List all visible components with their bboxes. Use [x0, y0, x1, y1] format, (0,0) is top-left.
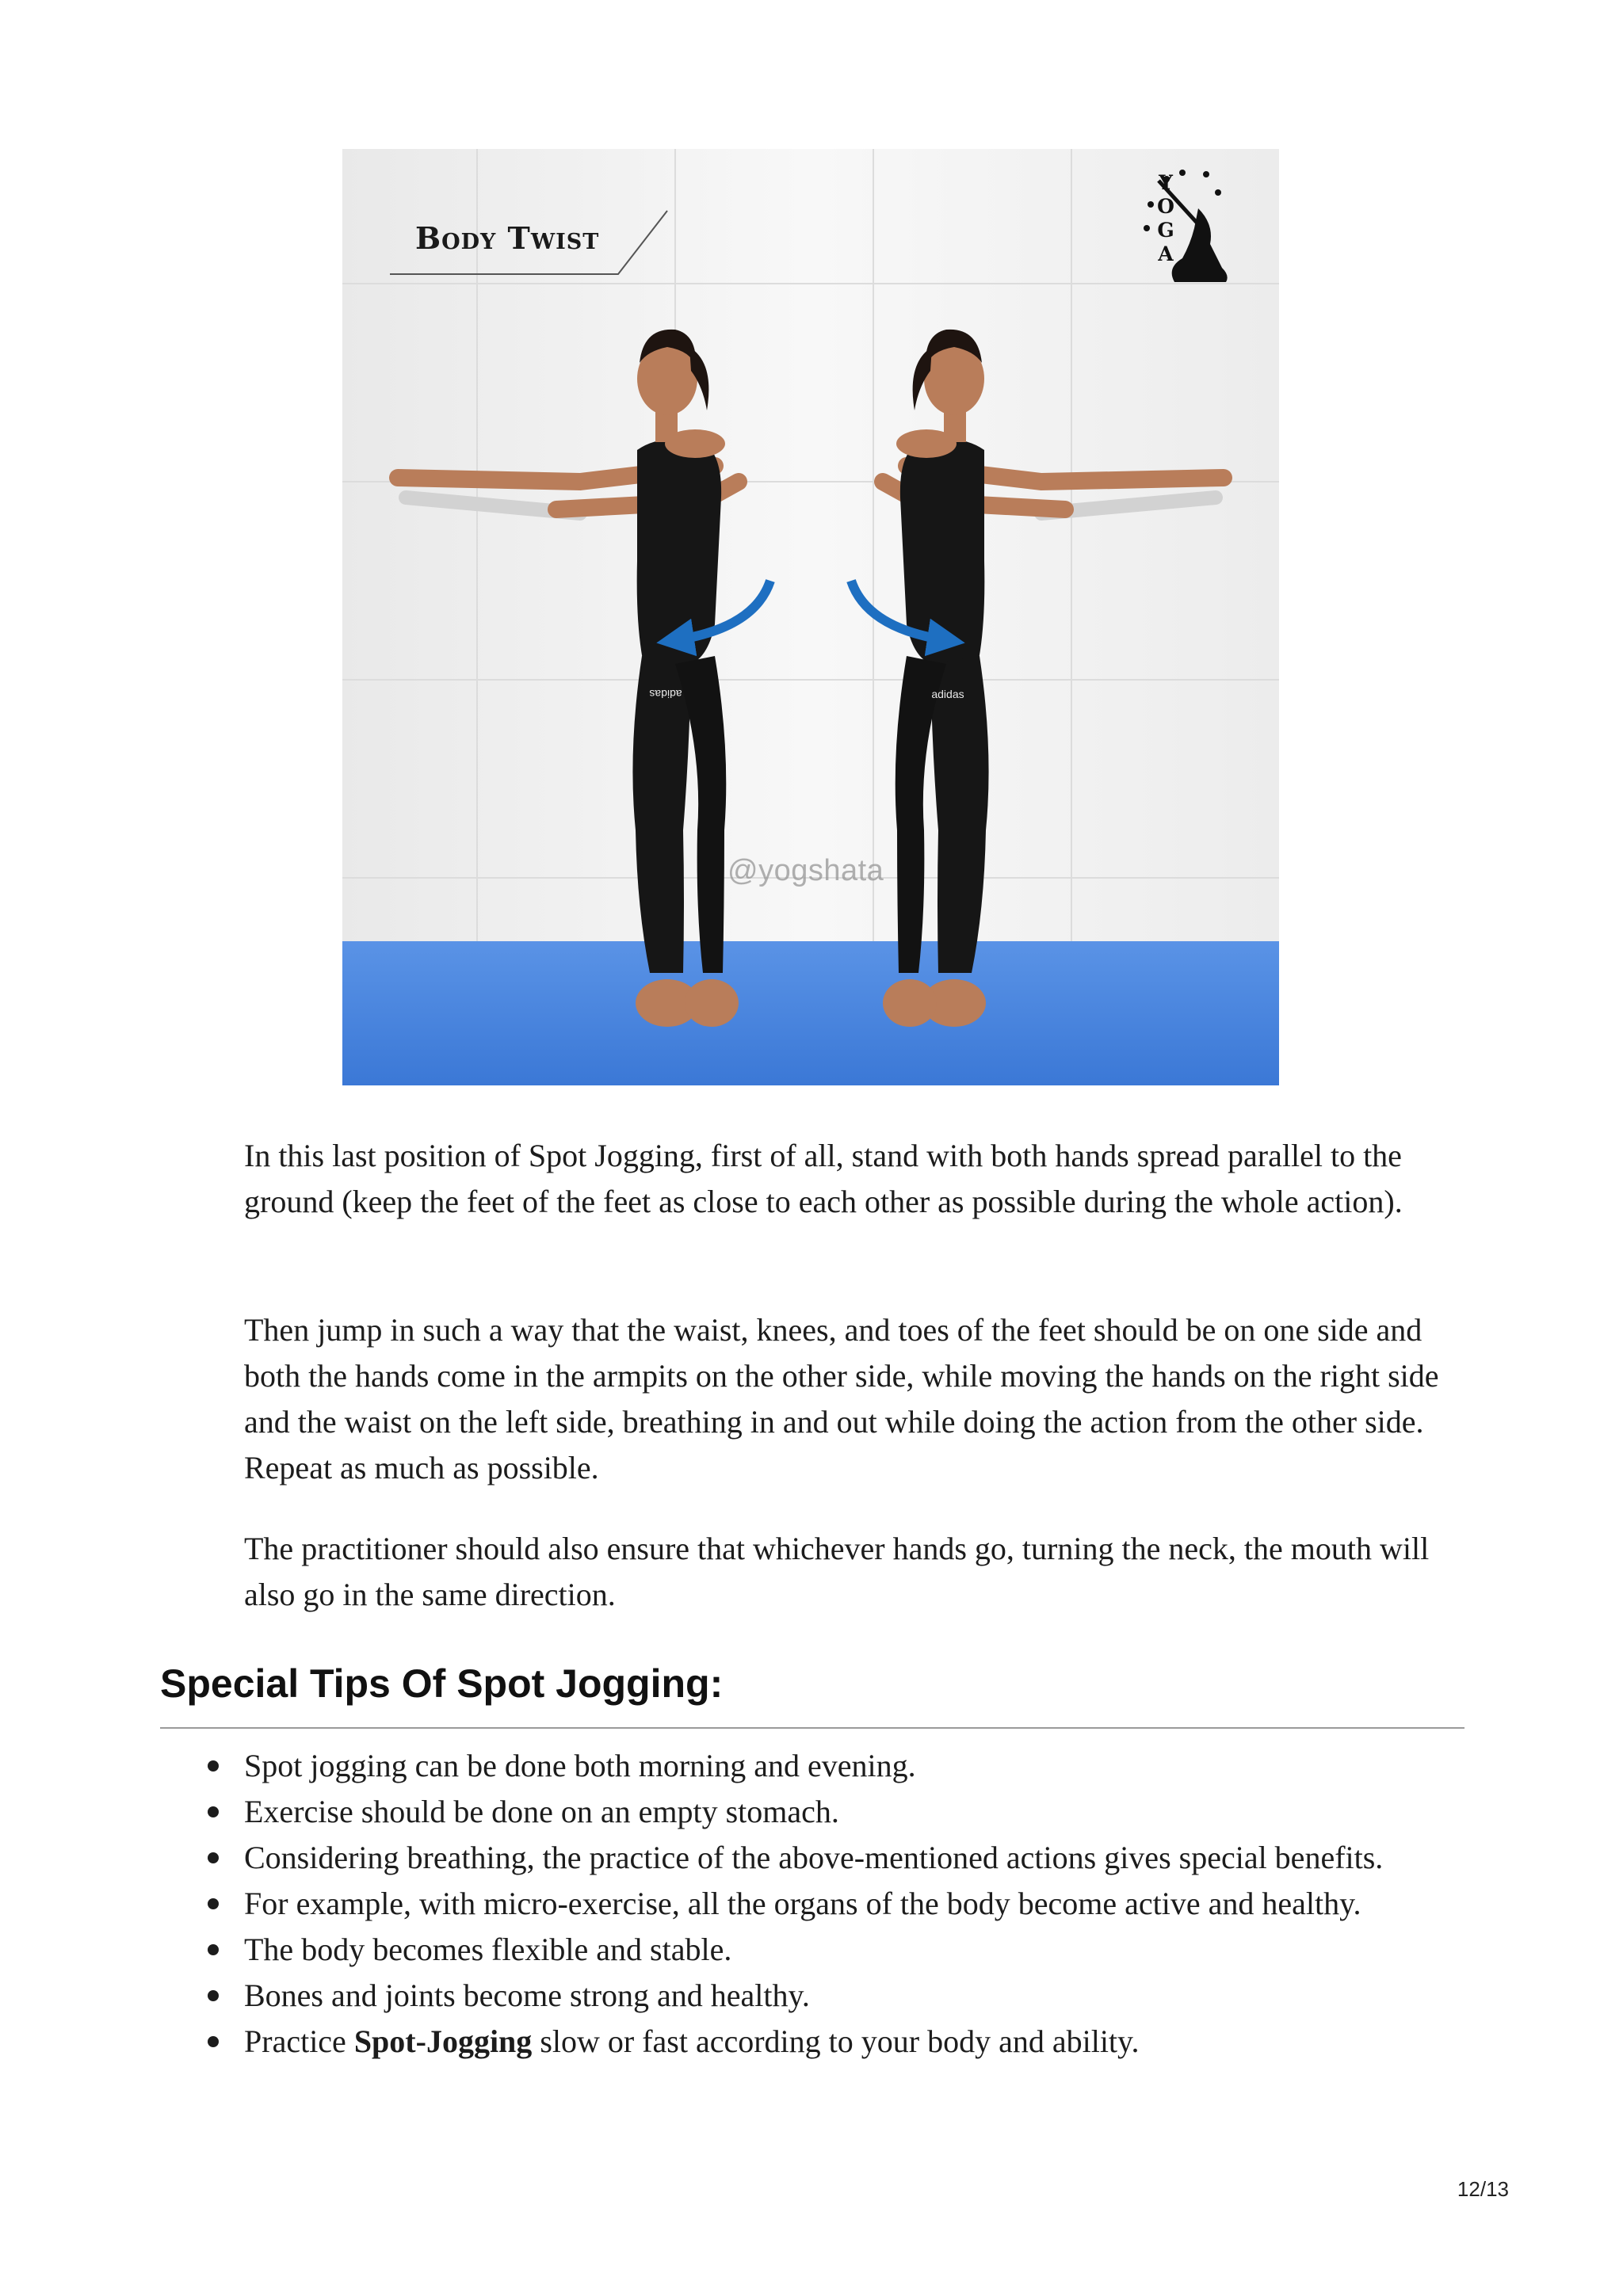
logo-letter: O [1157, 195, 1174, 218]
yoga-mat [342, 941, 1279, 1085]
list-item [244, 1835, 1465, 1881]
list-item-suffix: slow or fast according to your body and ability. [532, 2023, 1140, 2059]
page-number: 12/13 [1457, 2177, 1509, 2201]
list-item-emphasis: Spot-Jogging [353, 2023, 533, 2059]
logo-letter: A [1158, 242, 1174, 265]
bullet-icon [208, 1760, 219, 1772]
bullet-icon [208, 1990, 219, 2001]
bullet-icon [208, 1806, 219, 1817]
tips-list [244, 1743, 1465, 2065]
section-heading: Special Tips Of Spot Jogging: [160, 1661, 724, 1706]
list-item-text: For example, with micro-exercise, all the organs of the body become active and healthy. [244, 1886, 1361, 1921]
clothing-brand-label: adidas [931, 688, 964, 700]
yoga-logo [1154, 171, 1265, 290]
list-item-text: Spot jogging can be done both morning and evening. [244, 1748, 916, 1783]
bullet-icon [208, 1944, 219, 1955]
list-item [244, 1789, 1465, 1835]
image-watermark: @yogshata [727, 854, 884, 887]
list-item [244, 1927, 1465, 1973]
list-item-text: Considering breathing, the practice of the above-mentioned actions gives special benefits. [244, 1840, 1384, 1875]
bullet-icon [208, 1852, 219, 1863]
list-item [244, 2019, 1465, 2065]
figure-title: Body Twist [415, 220, 600, 256]
instruction-paragraph: The practitioner should also ensure that whichever hands go, turning the neck, the mouth will also go in the same direction. [244, 1531, 1430, 1612]
instruction-paragraph: Then jump in such a way that the waist, knees, and toes of the feet should be on one side and both the hands come in the armpits on the other side, while moving the hands on the right side and the waist on the left side, breathing in and out while doing the action from the other side. Repeat as much as possible. [244, 1312, 1439, 1486]
list-item-text: Bones and joints become strong and healthy. [244, 1978, 810, 2013]
logo-letter: Y [1159, 171, 1173, 194]
instruction-paragraph: In this last position of Spot Jogging, first of all, stand with both hands spread parallel to the ground (keep the feet of the feet as close to each other as possible during the whole action). [244, 1138, 1403, 1219]
illustration-artwork [342, 149, 1279, 1085]
list-item-text: Exercise should be done on an empty stomach. [244, 1794, 839, 1829]
list-item-prefix: Practice [244, 2023, 354, 2059]
bullet-icon [208, 2036, 219, 2047]
list-item-text: The body becomes flexible and stable. [244, 1932, 732, 1967]
list-item [244, 1743, 1465, 1789]
list-item [244, 1881, 1465, 1927]
logo-letter: G [1157, 219, 1174, 242]
body-twist-illustration [342, 149, 1279, 1085]
bullet-icon [208, 1898, 219, 1909]
clothing-brand-label: adidas [649, 688, 682, 700]
list-item [244, 1973, 1465, 2019]
heading-divider [160, 1727, 1465, 1729]
